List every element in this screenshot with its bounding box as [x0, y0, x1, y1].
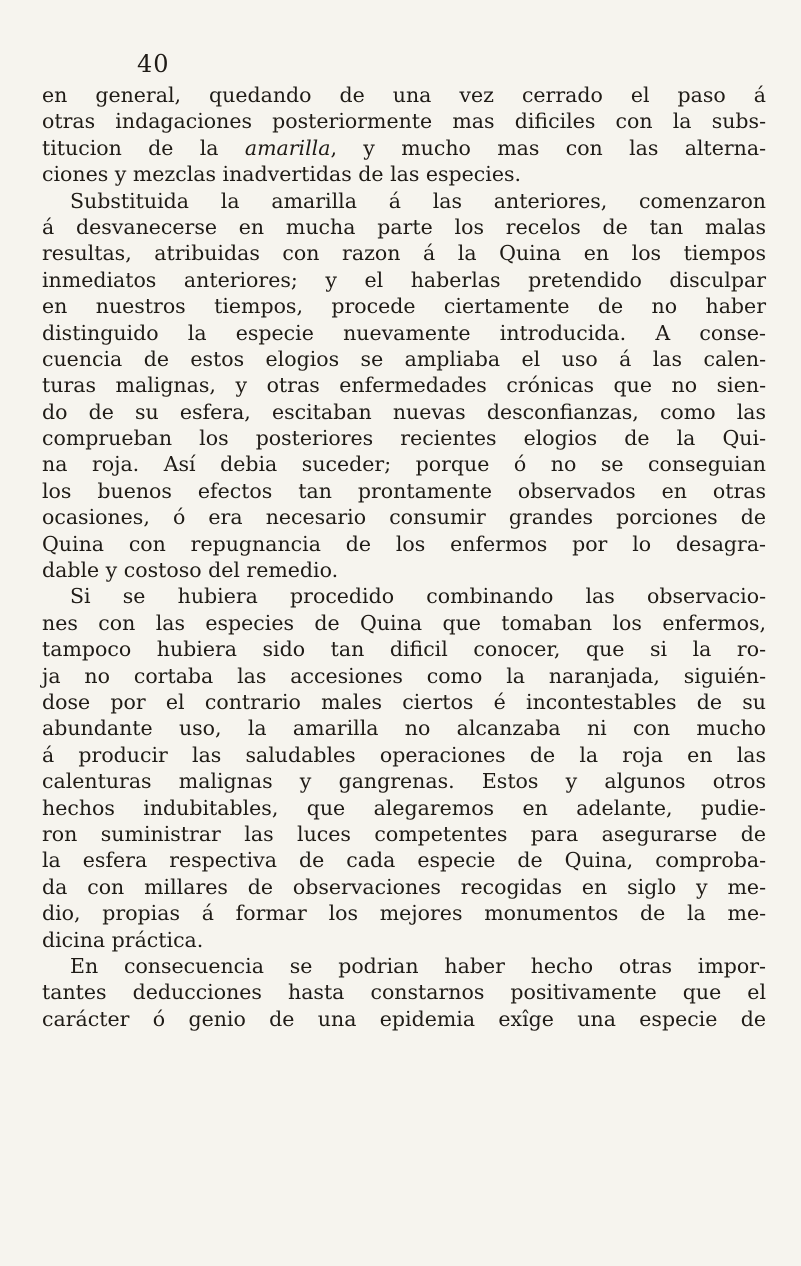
text-line: dicina práctica. — [42, 927, 204, 952]
text-line: ocasiones, ó era necesario consumir grandes porciones de — [42, 505, 766, 530]
text-line: Substituida la amarilla á las anteriores, comenzaron — [70, 188, 766, 213]
text-line: dio, propias á formar los mejores monumentos de la me- — [42, 901, 766, 926]
text-line: Quina con repugnancia de los enfermos por lo desagra- — [42, 531, 766, 556]
page-number: 40 — [137, 50, 170, 78]
text-line: á producir las saludables operaciones de la roja en las — [42, 742, 766, 767]
text-line: resultas, atribuidas con razon á la Quina en los tiempos — [42, 241, 766, 266]
text-line: inmediatos anteriores; y el haberlas pretendido disculpar — [42, 267, 766, 292]
text-line: comprueban los posteriores recientes elogios de la Qui- — [42, 426, 766, 451]
text-line: tantes deducciones hasta constarnos positivamente que el — [42, 980, 766, 1005]
text-line: carácter ó genio de una epidemia exîge una especie de — [42, 1006, 766, 1031]
text-line: la esfera respectiva de cada especie de Quina, comproba- — [42, 848, 766, 873]
text-line: ciones y mezclas inadvertidas de las especies. — [42, 162, 522, 187]
text-line: hechos indubitables, que alegaremos en adelante, pudie- — [42, 795, 766, 820]
text-line: na roja. Así debia suceder; porque ó no se conseguian — [42, 452, 766, 477]
text-line: nes con las especies de Quina que tomaban los enfermos, — [42, 610, 766, 635]
text-line: los buenos efectos tan prontamente observados en otras — [42, 478, 766, 503]
text-line: do de su esfera, escitaban nuevas desconfianzas, como las — [42, 399, 766, 424]
text-line: dable y costoso del remedio. — [42, 558, 339, 583]
text-line: da con millares de observaciones recogidas en siglo y me- — [42, 874, 766, 899]
text-line: tampoco hubiera sido tan dificil conocer, que si la ro- — [42, 637, 766, 662]
text-line: dose por el contrario males ciertos é incontestables de su — [42, 689, 766, 714]
text-line: en general, quedando de una vez cerrado el paso á — [42, 83, 766, 107]
text-line: turas malignas, y otras enfermedades crónicas que no sien- — [42, 373, 766, 398]
text-line: ron suministrar las luces competentes para asegurarse de — [42, 821, 766, 846]
body-text — [42, 82, 766, 1032]
text-line-segment: titucion de la — [42, 135, 245, 160]
text-line: distinguido la especie nuevamente introducida. A conse- — [42, 320, 766, 345]
text-line-segment: , y mucho mas con las alterna- — [330, 135, 767, 160]
text-line — [42, 108, 766, 134]
text-line: Si se hubiera procedido combinando las observacio- — [70, 584, 766, 609]
text-line: á desvanecerse en mucha parte los recelos de tan malas — [42, 214, 766, 239]
text-line: En consecuencia se podrian haber hecho otras impor- — [70, 953, 766, 978]
text-line — [42, 135, 766, 161]
text-line: en nuestros tiempos, procede ciertamente de no haber — [42, 294, 766, 319]
italic-term: amarilla — [244, 135, 331, 160]
text-line: ja no cortaba las accesiones como la naranjada, siguién- — [42, 663, 766, 688]
text-line: abundante uso, la amarilla no alcanzaba ni con mucho — [42, 716, 766, 741]
text-line: cuencia de estos elogios se ampliaba el uso á las calen- — [42, 346, 766, 371]
text-line: calenturas malignas y gangrenas. Estos y algunos otros — [42, 769, 766, 794]
text-line-segment: otras indagaciones posteriormente mas dificiles con la subs- — [42, 109, 766, 134]
